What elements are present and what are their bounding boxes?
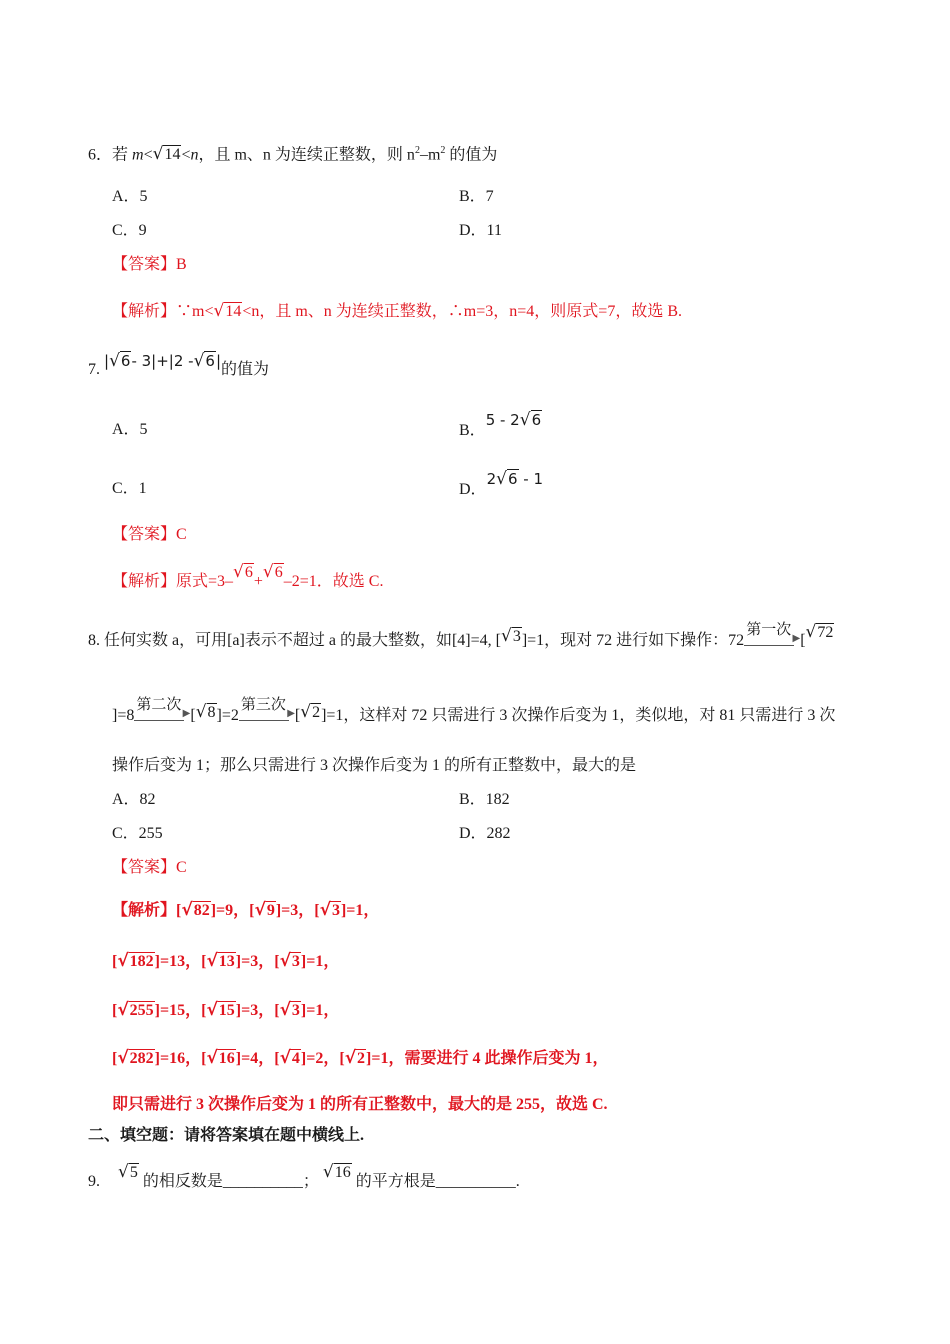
radicand: 3	[291, 1002, 300, 1019]
q6-var-n: n	[190, 146, 199, 164]
sqrt-9: √9	[254, 900, 275, 920]
text: [	[112, 953, 118, 970]
sqrt-5: √5	[118, 1162, 138, 1182]
radicand: 6	[244, 564, 253, 581]
radicand: 9	[266, 902, 275, 919]
q6-option-b: B．7	[459, 188, 494, 205]
text: 的平方根是__________.	[355, 1173, 520, 1190]
q7-option-c: C．1	[112, 480, 147, 497]
sqrt-3: √3	[279, 1000, 300, 1020]
q6-option-a: A．5	[112, 188, 148, 205]
radicand: 14	[225, 303, 242, 320]
q8-analysis-line2	[112, 950, 339, 973]
radicand: 14	[164, 146, 181, 164]
q8-analysis-line4	[112, 1047, 609, 1070]
radicand: 5	[129, 1164, 138, 1181]
text: ]=1，	[300, 1002, 340, 1019]
q8-stem-line1	[88, 620, 834, 652]
text: ]=3，[	[235, 1002, 280, 1019]
q6-lt2: <	[181, 146, 191, 164]
text: [	[190, 707, 196, 724]
text: ]=8	[112, 707, 135, 724]
q8-analysis-line3	[112, 999, 339, 1022]
label: D．	[459, 481, 487, 498]
text: ]=9，[	[210, 902, 255, 919]
sqrt-13: √13	[206, 951, 235, 971]
radicand: 3	[331, 902, 340, 919]
q7-option-a: A．5	[112, 421, 148, 438]
radicand: 2	[312, 704, 321, 721]
sqrt-6: √6	[193, 351, 215, 371]
radicand: 82	[193, 902, 210, 919]
text: ]=1，	[340, 902, 380, 919]
sqrt-14: √14	[152, 144, 181, 165]
q7-tail: 的值为	[221, 361, 270, 378]
exp2: 2	[440, 145, 446, 156]
q8-option-a: A．82	[112, 791, 156, 808]
q9-stem	[88, 1162, 520, 1193]
text: ]=1，现对 72 进行如下操作：72	[521, 632, 745, 649]
radicand: 13	[218, 953, 235, 970]
q6-text: ，且 m、n 为连续正整数，则 n	[198, 146, 415, 164]
sqrt-6: √6	[109, 351, 131, 371]
radicand: 182	[129, 953, 154, 970]
radicand: 3	[512, 628, 521, 645]
q8-option-b: B．182	[459, 791, 510, 808]
radicand: 15	[218, 1002, 235, 1019]
text: ]=2，[	[300, 1050, 345, 1067]
text: - 1	[518, 470, 543, 488]
sqrt-182: √182	[117, 951, 154, 971]
q6-number: 6．若	[88, 146, 133, 164]
text: |	[104, 352, 110, 370]
sqrt-72: √72	[805, 622, 834, 642]
text: [	[112, 1002, 118, 1019]
arrow-third: 第三次 ▶	[240, 695, 295, 719]
radicand: 4	[291, 1050, 300, 1067]
q7-stem	[88, 351, 270, 381]
sqrt-6: √6	[262, 562, 283, 582]
sqrt-2: √2	[344, 1048, 366, 1068]
q7-expression	[104, 352, 221, 370]
text: +	[253, 573, 263, 590]
q6-var-m: m	[132, 146, 144, 164]
q7-answer: 【答案】C	[112, 526, 187, 543]
radicand: 8	[207, 704, 216, 721]
q6-stem	[88, 140, 497, 166]
text: ]=3，[	[235, 953, 280, 970]
q6-tail: 的值为	[445, 146, 498, 164]
text: 5 - 2	[485, 411, 520, 429]
sqrt-15: √15	[206, 1000, 235, 1020]
text: ]=2	[216, 707, 239, 724]
q8-option-c: C．255	[112, 825, 163, 842]
text: [	[800, 632, 806, 649]
sqrt-82: √82	[181, 900, 210, 920]
sqrt-16: √16	[206, 1048, 235, 1068]
sqrt-3: √3	[279, 951, 300, 971]
q6-option-d: D．11	[459, 222, 502, 239]
q6-answer: 【答案】B	[112, 256, 187, 273]
arrow-second: 第二次 ▶	[136, 695, 191, 719]
text: –2=1．故选 C.	[283, 573, 384, 590]
text: |	[215, 352, 222, 370]
text: 的相反数是__________；	[142, 1173, 319, 1190]
q7-analysis	[112, 562, 384, 593]
q6-analysis	[112, 300, 682, 323]
sqrt-3: √3	[319, 900, 340, 920]
text: ]=16，[	[154, 1050, 207, 1067]
expr	[487, 470, 543, 488]
sqrt-6: √6	[496, 469, 518, 489]
text: <n，且 m、n 为连续正整数，∴m=3，n=4，则原式=7，故选 B.	[242, 303, 682, 320]
label: B．	[459, 422, 486, 439]
text: ]=1，这样对 72 只需进行 3 次操作后变为 1，类似地，对 81 只需进行 3 次	[321, 707, 836, 724]
q6-text2: –m	[419, 146, 441, 164]
radicand: 16	[218, 1050, 235, 1067]
sqrt-14: √14	[213, 301, 242, 321]
text: ]=4，[	[235, 1050, 280, 1067]
q7-option-d	[459, 469, 543, 501]
exp: 2	[414, 145, 420, 156]
radicand: 255	[129, 1002, 154, 1019]
text: 【解析】∵m<	[112, 303, 214, 320]
sqrt-6: √6	[519, 410, 542, 430]
sqrt-255: √255	[117, 1000, 154, 1020]
text: [	[294, 707, 301, 724]
q8-stem-line3: 操作后变为 1；那么只需进行 3 次操作后变为 1 的所有正整数中，最大的是	[112, 757, 637, 774]
expr	[486, 411, 542, 429]
radicand: 6	[120, 352, 131, 370]
text: ]=1，	[300, 953, 340, 970]
radicand: 6	[531, 411, 542, 429]
sqrt-6: √6	[233, 562, 253, 582]
radicand: 6	[274, 564, 283, 581]
arrow-label: 第二次	[136, 695, 182, 713]
sqrt-3: √3	[500, 626, 521, 646]
q6-option-c: C．9	[112, 222, 147, 239]
q7-number: 7.	[88, 361, 100, 378]
q7-option-b	[459, 410, 542, 442]
text: 8. 任何实数 a，可用[a]表示不超过 a 的最大整数，如[4]=4, [	[88, 632, 501, 649]
q8-analysis-line1	[112, 899, 379, 922]
section-heading: 二、填空题：请将答案填在题中横线上.	[88, 1127, 365, 1144]
q8-stem-line2	[112, 695, 836, 727]
q8-analysis-line5: 即只需进行 3 次操作后变为 1 的所有正整数中，最大的是 255，故选 C.	[112, 1096, 608, 1113]
q9-number: 9.	[88, 1173, 100, 1190]
arrow-label: 第一次	[746, 620, 792, 638]
radicand: 6	[507, 470, 518, 488]
text: 【解析】[	[112, 902, 182, 919]
arrow-first: 第一次 ▶	[746, 620, 801, 644]
radicand: 282	[129, 1050, 154, 1067]
text: [	[112, 1050, 118, 1067]
radicand: 16	[334, 1164, 351, 1181]
sqrt-8: √8	[195, 702, 216, 722]
sqrt-282: √282	[117, 1048, 154, 1068]
sqrt-4: √4	[279, 1048, 300, 1068]
q8-option-d: D．282	[459, 825, 511, 842]
q6-lt: <	[143, 146, 153, 164]
arrow-label: 第三次	[240, 695, 286, 713]
radicand: 3	[291, 953, 300, 970]
text: ]=15，[	[154, 1002, 207, 1019]
sqrt-2: √2	[300, 702, 321, 722]
text: - 3|+|2 -	[131, 352, 194, 370]
sqrt-16: √16	[322, 1162, 351, 1182]
text: ]=13，[	[154, 953, 207, 970]
radicand: 72	[817, 624, 834, 641]
text: ]=3，[	[275, 902, 320, 919]
text: 2	[486, 470, 497, 488]
radicand: 6	[205, 352, 215, 370]
text: 【解析】原式=3–	[112, 573, 234, 590]
text: ]=1，需要进行 4 此操作后变为 1，	[366, 1050, 609, 1067]
q8-answer: 【答案】C	[112, 859, 187, 876]
radicand: 2	[357, 1050, 366, 1067]
